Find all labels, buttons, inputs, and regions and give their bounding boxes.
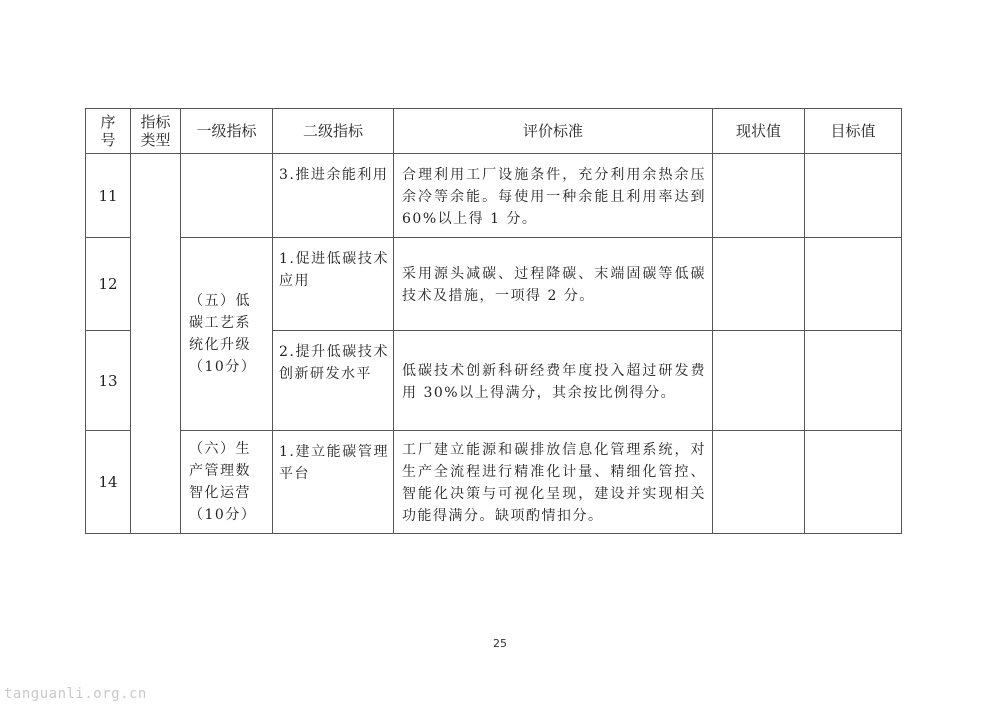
table-row (86, 431, 902, 534)
standard-cell: 低碳技术创新科研经费年度投入超过研发费用 30%以上得满分，其余按比例得分。 (394, 331, 713, 431)
page-number: 25 (493, 637, 507, 650)
level2-cell: 1.促进低碳技术应用 (273, 238, 394, 331)
header-target: 目标值 (805, 109, 902, 154)
standard-cell: 采用源头减碳、过程降碳、末端固碳等低碳技术及措施，一项得 2 分。 (394, 238, 713, 331)
watermark: tanguanli.org.cn (4, 686, 147, 702)
target-value-cell[interactable] (805, 154, 902, 238)
target-value-cell[interactable] (805, 238, 902, 331)
seq-cell: 12 (86, 238, 131, 331)
header-level2: 二级指标 (273, 109, 394, 154)
standard-cell: 合理利用工厂设施条件，充分利用余热余压余冷等余能。每使用一种余能且利用率达到 60%以上得 1 分。 (394, 154, 713, 238)
level1-cell-group5: （五）低碳工艺系统化升级（10分） (181, 238, 273, 431)
target-value-cell[interactable] (805, 431, 902, 534)
seq-cell: 14 (86, 431, 131, 534)
table-row (86, 238, 902, 331)
seq-cell: 13 (86, 331, 131, 431)
level2-cell: 2.提升低碳技术创新研发水平 (273, 331, 394, 431)
header-current: 现状值 (713, 109, 805, 154)
type-cell (131, 154, 181, 534)
current-value-cell[interactable] (713, 431, 805, 534)
header-level1: 一级指标 (181, 109, 273, 154)
header-row (86, 109, 902, 154)
level2-cell: 3.推进余能利用 (273, 154, 394, 238)
table-row (86, 154, 902, 238)
target-value-cell[interactable] (805, 331, 902, 431)
level1-cell-empty (181, 154, 273, 238)
level2-cell: 1.建立能碳管理平台 (273, 431, 394, 534)
header-standard: 评价标准 (394, 109, 713, 154)
current-value-cell[interactable] (713, 154, 805, 238)
current-value-cell[interactable] (713, 331, 805, 431)
header-type: 指标 类型 (131, 109, 181, 154)
standard-cell: 工厂建立能源和碳排放信息化管理系统，对生产全流程进行精准化计量、精细化管控、智能化决策与可视化呈现，建设并实现相关功能得满分。缺项酌情扣分。 (394, 431, 713, 534)
level1-cell-group6: （六）生产管理数智化运营（10分） (181, 431, 273, 534)
header-seq: 序 号 (86, 109, 131, 154)
current-value-cell[interactable] (713, 238, 805, 331)
evaluation-table (85, 108, 902, 534)
seq-cell: 11 (86, 154, 131, 238)
